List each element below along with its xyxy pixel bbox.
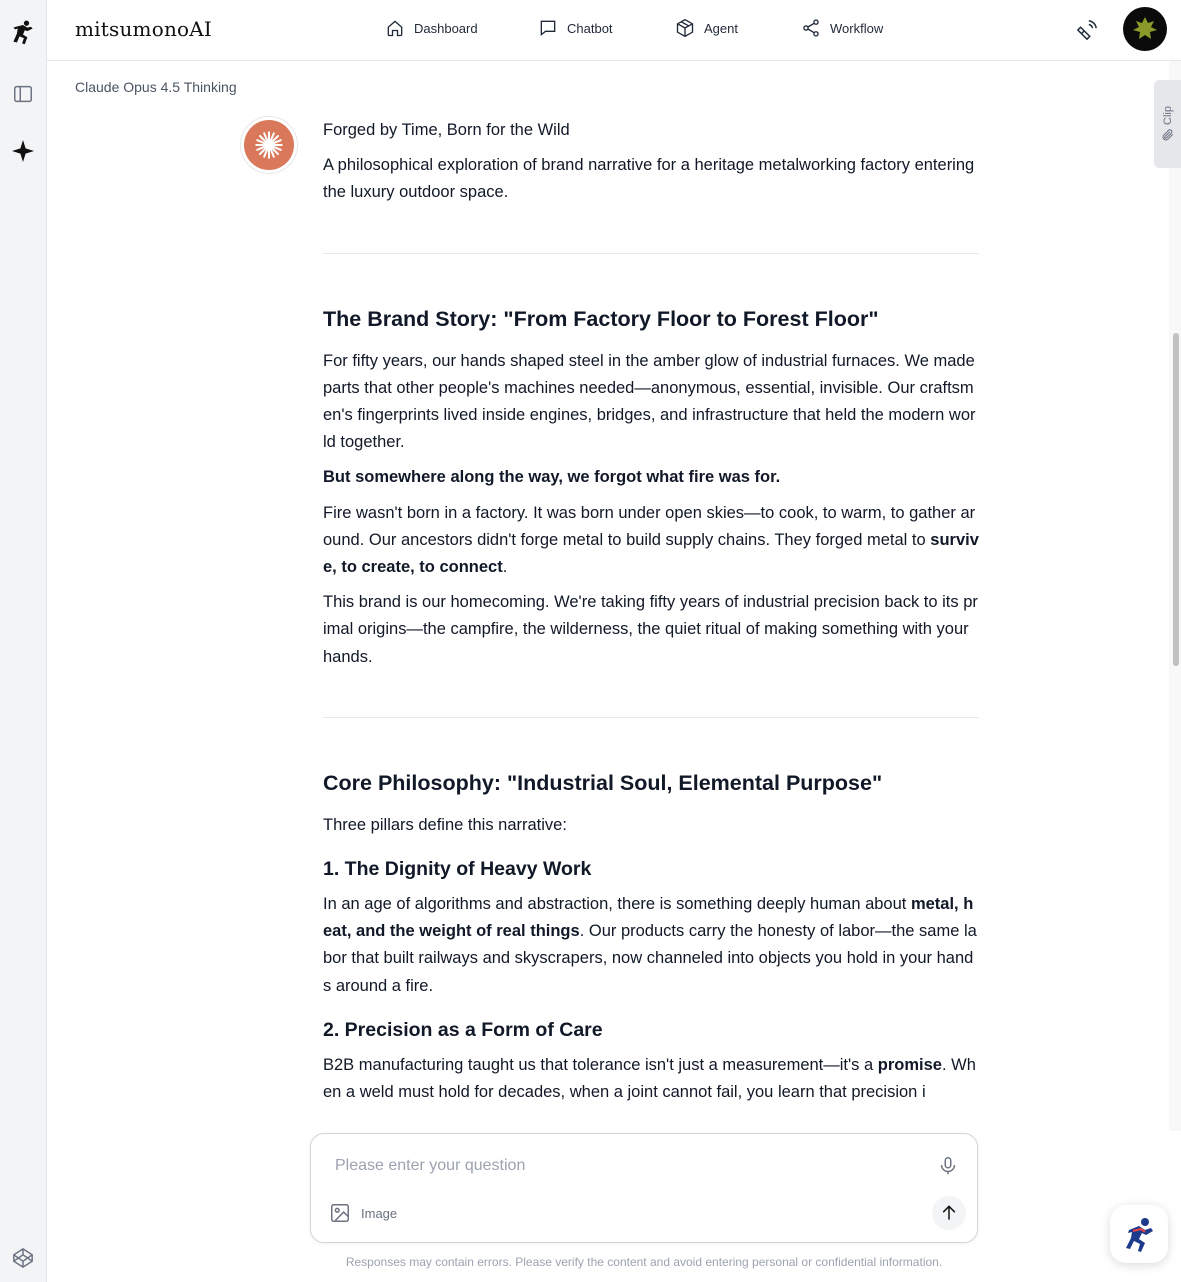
image-upload-button[interactable] xyxy=(329,1202,397,1224)
clip-tab-label: Clip xyxy=(1161,105,1174,125)
share-nodes-icon xyxy=(801,18,821,38)
question-input[interactable] xyxy=(335,1152,915,1180)
nav-chatbot-label: Chatbot xyxy=(567,20,613,36)
core-philosophy-intro: Three pillars define this narrative: xyxy=(323,815,567,834)
nav-dashboard-label: Dashboard xyxy=(414,20,478,36)
cube-icon xyxy=(675,18,695,38)
nav-workflow[interactable] xyxy=(801,18,883,38)
floating-assistant-button[interactable] xyxy=(1110,1205,1168,1263)
p3-text: Fire wasn't born in a factory. It was born under open skies—to cook, to warm, to gather around. Our ancestors didn't forge metal to build supply chains. They forged metal to xyxy=(323,503,976,549)
p3-end: . xyxy=(502,558,508,577)
sidebar-toggle-icon[interactable] xyxy=(9,80,37,108)
pillar-1-text xyxy=(323,891,979,1000)
nav-workflow-label: Workflow xyxy=(830,20,884,36)
pillar-1-text-end: . Our products carry the honesty of labor—the same labor that built railways and skyscrapers, now channeled into objects you hold in your hands around a fire. xyxy=(323,922,977,995)
brand-story-paragraph-1: For fifty years, our hands shaped steel in the amber glow of industrial furnaces. We made parts that other people's machines needed—anonymous, essential, invisible. Our craftsmen's fingerprints lived inside engines, bridges, and infrastructure that held the modern world together. xyxy=(323,351,976,452)
nav-agent[interactable] xyxy=(675,18,738,38)
disclaimer-text: Responses may contain errors. Please verify the content and avoid entering personal or confidential information. xyxy=(345,1255,943,1269)
nav-dashboard[interactable] xyxy=(385,18,478,38)
pillar-2-text-end: . When a weld must hold for decades, when a joint cannot fail, you learn that precision i xyxy=(323,1055,976,1102)
sparkle-icon[interactable] xyxy=(9,137,37,165)
chat-input-box xyxy=(310,1133,978,1243)
app-logo-runner-icon[interactable] xyxy=(9,18,37,46)
pillar-2-heading: 2. Precision as a Form of Care xyxy=(323,1018,603,1041)
arrow-up-icon xyxy=(939,1203,959,1223)
satellite-icon[interactable] xyxy=(1074,17,1100,43)
paperclip-icon xyxy=(1161,128,1175,142)
image-upload-label: Image xyxy=(361,1205,398,1221)
home-icon xyxy=(385,18,405,38)
pillar-2-text-bold: promise xyxy=(877,1055,942,1074)
user-avatar[interactable] xyxy=(1123,7,1167,51)
pillar-1-heading: 1. The Dignity of Heavy Work xyxy=(323,858,592,881)
send-button[interactable] xyxy=(932,1196,966,1230)
divider xyxy=(323,717,979,718)
pillar-2-text-start: B2B manufacturing taught us that tolerance isn't just a measurement—it's a xyxy=(323,1055,878,1074)
claude-starburst-icon xyxy=(244,120,294,170)
pillar-2-text xyxy=(323,1052,979,1106)
brand-story-bold-line: But somewhere along the way, we forgot what fire was for. xyxy=(323,468,781,487)
runner-mascot-icon xyxy=(1119,1214,1159,1254)
chat-icon xyxy=(538,18,558,38)
message-title: Forged by Time, Born for the Wild xyxy=(323,121,570,139)
top-header xyxy=(47,0,1181,61)
image-icon xyxy=(329,1202,351,1224)
microphone-icon[interactable] xyxy=(935,1153,961,1179)
pillar-1-text-bold: metal, heat, and the weight of real things xyxy=(323,895,974,941)
clip-tab[interactable] xyxy=(1154,80,1181,168)
divider xyxy=(323,253,979,254)
section-heading-core-philosophy: Core Philosophy: "Industrial Soul, Elemental Purpose" xyxy=(323,770,883,795)
brand-story-paragraph-4: This brand is our homecoming. We're taking fifty years of industrial precision back to its primal origins—the campfire, the wilderness, the quiet ritual of making something with your hands. xyxy=(323,593,978,666)
section-heading-brand-story: The Brand Story: "From Factory Floor to Forest Floor" xyxy=(323,306,879,331)
brand-name[interactable]: mitsumonoAI xyxy=(75,17,213,41)
brand-story-paragraph-3 xyxy=(323,500,979,582)
assistant-message xyxy=(323,117,979,1133)
model-label: Claude Opus 4.5 Thinking xyxy=(75,79,237,95)
codepen-icon[interactable] xyxy=(9,1244,37,1272)
message-intro: A philosophical exploration of brand narrative for a heritage metalworking factory entering the luxury outdoor space. xyxy=(323,156,975,202)
pillar-1-text-start: In an age of algorithms and abstraction, there is something deeply human about xyxy=(323,895,911,914)
p3-bold: survive, to create, to connect xyxy=(323,530,979,577)
assistant-avatar xyxy=(240,116,298,174)
left-rail xyxy=(0,0,47,1282)
scrollbar-thumb[interactable] xyxy=(1173,333,1179,666)
nav-agent-label: Agent xyxy=(704,20,738,36)
brand-story-paragraph-2 xyxy=(323,464,979,491)
nav-chatbot[interactable] xyxy=(538,18,613,38)
